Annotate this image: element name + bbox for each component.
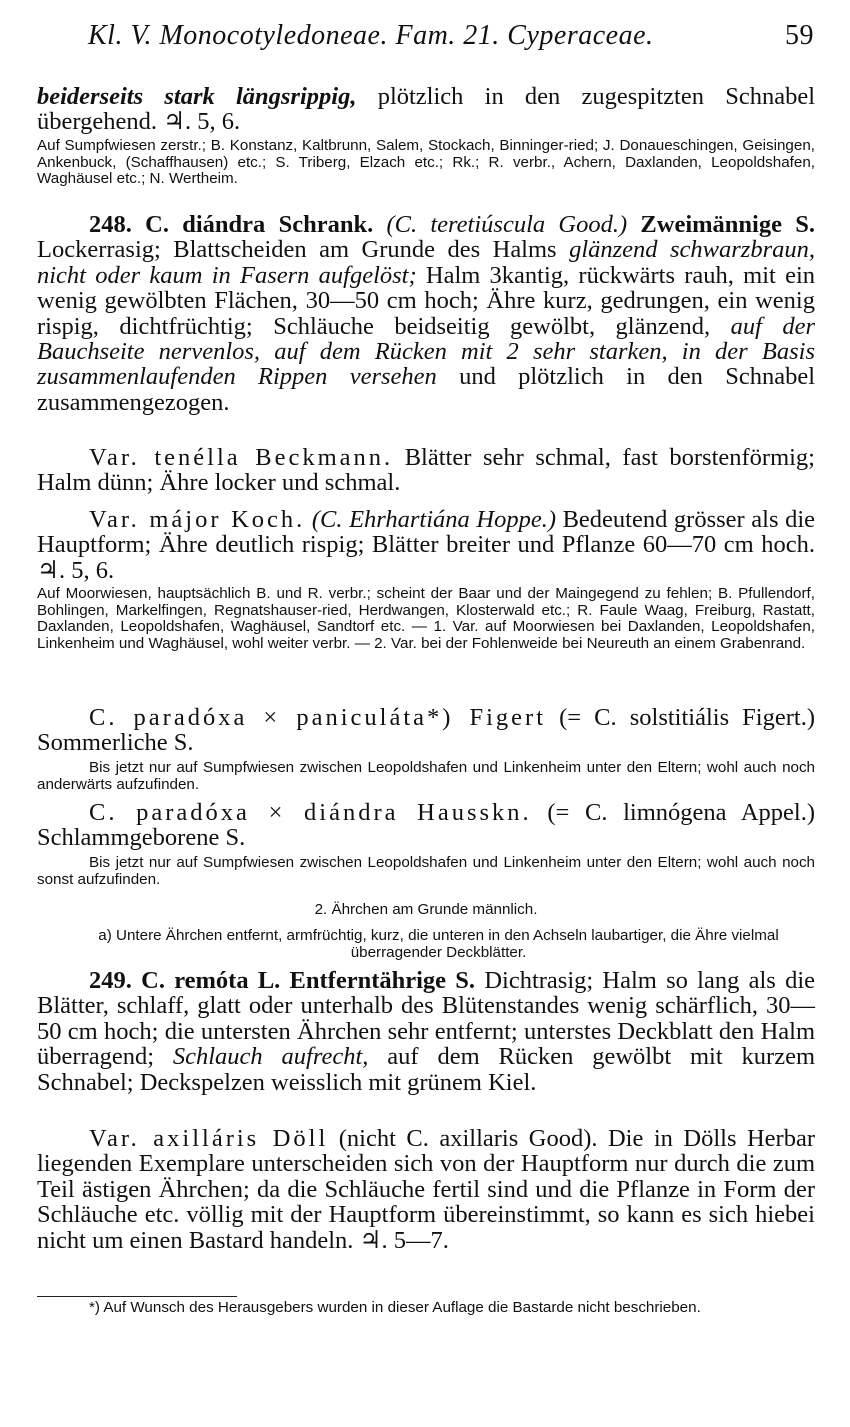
variety-axillaris-text: (nicht C. axillaris Good). Die in Dölls Herbar liegenden Exemplare unterscheiden sich von der Hauptform nur durch die zum Teil ästigen Ährchen; da die Schläuche fertil sind und die Pflanze in Form der Schläuche etc. völlig mit der Hauptform übereinstimmt, so kann es sich hiebei nicht um einen Bastard handeln. ♃. 5—7. [37,1125,815,1254]
continuation-paragraph [37,84,815,135]
hybrid-paradoxa-diandra [37,800,815,851]
species-249 [37,968,815,1095]
variety-tenella-text: Blätter sehr schmal, fast borstenförmig; Halm dünn; Ähre locker und schmal. [37,444,815,497]
variety-major-text: Bedeutend grösser als die Hauptform; Ähre deutlich rispig; Blätter breiter und Pflanze 60—70 cm hoch. ♃. 5, 6. [37,506,815,584]
hybrid-1-name: C. paradóxa × paniculáta*) Figert [89,704,547,731]
hybrid-paradoxa-paniculata [37,705,815,756]
species-248-name: 248. C. diándra Schrank. [89,211,374,238]
species-249-common-name: Entferntährige S. [280,967,476,994]
variety-axillaris [37,1126,815,1253]
variety-major-label: Var. májor Koch. [89,506,306,533]
variety-tenella [37,445,815,496]
species-248-text-2: Halm 3kantig, rückwärts rauh, mit ein wenig gewölbten Flächen, 30—50 cm hoch; Ähre kurz, gedrungen, ein wenig rispig, dichtfrüchtig; Schläuche beidseitig gewölbt, glänzend, [37,261,816,340]
locality-note-1: Auf Sumpfwiesen zerstr.; B. Konstanz, Kaltbrunn, Salem, Stockach, Binninger-ried; J. Donaueschingen, Geisingen, Ankenbuck, (Schaffhausen) etc.; S. Triberg, Elzach etc.; Rk.; R. verbr., Achern, Daxlanden, Leopoldshafen, Waghäusel etc.; N. Wertheim. [37,137,815,188]
page-number: 59 [785,20,814,51]
running-header [88,20,814,60]
continuation-text: plötzlich in den zugespitzten Schnabel übergehend. ♃. 5, 6. [37,83,815,136]
continuation-emphasis: beiderseits stark längsrippig, [37,83,357,110]
species-248-italic-2: auf der Bauchseite nervenlos, auf dem Rücken mit 2 sehr starken, in der Basis zusammenlaufenden Rippen versehen [37,312,815,391]
variety-major [37,507,815,583]
locality-note-2: Auf Moorwiesen, hauptsächlich B. und R. verbr.; scheint der Baar und der Maingegend zu fehlen; B. Pfullendorf, Bohlingen, Markelfingen, Regnatshauser-ried, Herdwangen, Klosterwald etc.; R. Faule Waag, Freiburg, Rastatt, Daxlanden, Leopoldshafen, Waghäusel, Sandtorf etc. — 1. Var. auf Moorwiesen bei Daxlanden, Leopoldshafen, Linkenheim und Waghäusel, wohl weiter verbr. — 2. Var. bei der Fohlenweide bei Neureuth an einem Grabenrand. [37,585,815,652]
footnote: *) Auf Wunsch des Herausgebers wurden in dieser Auflage die Bastarde nicht beschrieben. [89,1299,701,1316]
species-249-name: 249. C. remóta L. [89,967,281,994]
locality-note-4: Bis jetzt nur auf Sumpfwiesen zwischen Leopoldshafen und Linkenheim unter den Eltern; wohl auch noch sonst aufzufinden. [37,854,815,888]
variety-axillaris-label: Var. axilláris Döll [89,1125,329,1152]
species-248-common-name: Zweimännige S. [640,211,815,238]
species-248-text-1: Lockerrasig; Blattscheiden am Grunde des Halms [37,236,570,264]
species-248 [37,212,815,415]
species-249-text-2: auf dem Rücken gewölbt mit kurzem Schnabel; Deckspelzen weisslich mit grünem Kiel. [37,1043,816,1096]
locality-note-3: Bis jetzt nur auf Sumpfwiesen zwischen Leopoldshafen und Linkenheim unter den Eltern; wohl auch noch anderwärts aufzufinden. [37,759,815,793]
species-248-text-3: und plötzlich in den Schnabel zusammengezogen. [37,363,815,416]
hybrid-2-name: C. paradóxa × diándra Hausskn. [89,799,532,826]
species-249-text-1: Dichtrasig; Halm so lang als die Blätter, schlaff, glatt oder unterhalb des Blütenstandes wenig schärflich, 30—50 cm hoch; die untersten Ährchen sehr entfernt; unterstes Deckblatt den Halm überragend; [37,967,815,1071]
species-248-synonym: (C. teretiúscula Good.) [373,211,641,238]
footnote-rule [37,1296,237,1297]
header-title: Kl. V. Monocotyledoneae. Fam. 21. Cyperaceae. [88,20,654,51]
species-249-italic-1: Schlauch aufrecht, [172,1043,369,1071]
variety-tenella-label: Var. tenélla Beckmann. [89,444,394,471]
hybrid-2-text: (= C. limnógena Appel.) Schlammgeborene S. [37,799,815,852]
species-248-italic-1: glänzend schwarzbraun, nicht oder kaum in Fasern aufgelöst; [37,236,816,289]
variety-major-synonym: (C. Ehrhartiána Hoppe.) [305,506,556,533]
hybrid-1-text: (= C. solstitiális Figert.) Sommerliche S. [37,704,815,757]
section-heading-2a: a) Untere Ährchen entfernt, armfrüchtig, kurz, die unteren in den Achseln laubartiger, die Ähre vielmal überragender Deckblätter. [98,927,779,961]
section-heading-2: 2. Ährchen am Grunde männlich. [314,901,538,918]
